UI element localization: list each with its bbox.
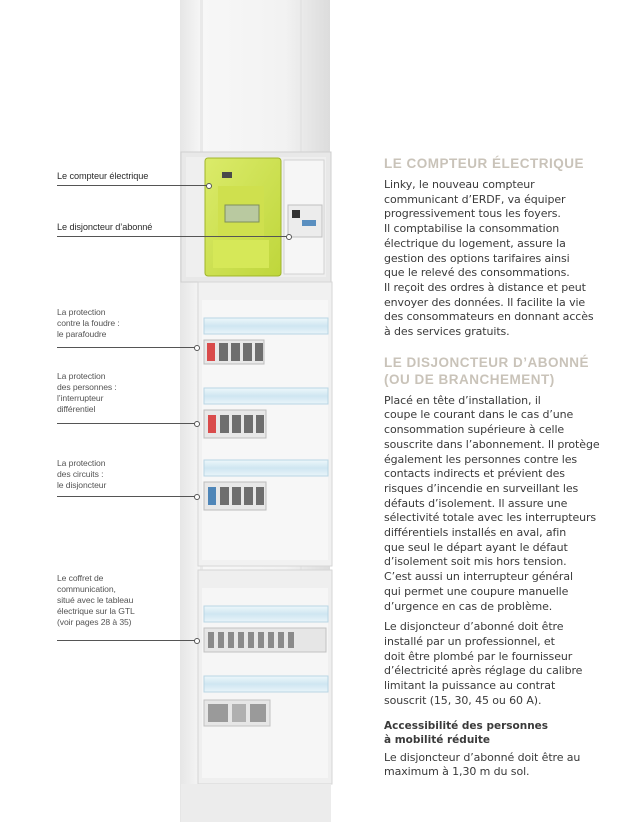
leader-line (57, 640, 197, 641)
leader-line (57, 236, 289, 237)
callout-comm-box: Le coffret de communication, situé avec le tableau électrique sur la GTL (voir pages 28 à 35) (57, 573, 135, 627)
section-heading-meter: LE COMPTEUR ÉLECTRIQUE (384, 156, 585, 171)
leader-line (57, 423, 197, 424)
callout-rcd: La protection des personnes : l’interrupteur différentiel (57, 371, 117, 414)
comm-modules-row-1 (204, 628, 326, 652)
article-text (384, 150, 616, 786)
leader-line (57, 347, 197, 348)
circuit-breaker (204, 482, 266, 510)
section-heading-breaker: LE DISJONCTEUR D’ABONNÉ (OU DE BRANCHEMENT) (384, 354, 590, 387)
subscriber-breaker (284, 160, 324, 274)
leader-line (57, 185, 209, 186)
leader-line (57, 496, 197, 497)
callout-meter: Le compteur électrique (57, 171, 149, 181)
callout-surge-protector: La protection contre la foudre : le parafoudre (57, 307, 120, 339)
breaker-paragraph-2: Le disjoncteur d’abonné doit être installé par un professionnel, et doit être plombé par le fournisseur d’électricité après réglage du calibre limitant la puissance au contrat souscrit (15, 30, 45 ou 60 A). (384, 620, 583, 707)
callout-subscriber-breaker: Le disjoncteur d’abonné (57, 222, 153, 232)
meter-paragraph: Linky, le nouveau compteur communicant d’ERDF, va équiper progressivement tous les foyers. Il comptabilise la consommation électrique du logement, assure la gestion des options tarifaires ainsi que le relevé des consommations. Il reçoit des ordres à distance et peut envoyer des données. Il facilite la vie des consommateurs en donnant accès à des services gratuits. (384, 178, 594, 339)
accessibility-paragraph: Le disjoncteur d’abonné doit être au maximum à 1,30 m du sol. (384, 750, 581, 779)
breaker-paragraph-1: Placé en tête d’installation, il coupe le courant dans le cas d’une consommation supérieure à celle souscrite dans l’abonnement. Il protège également les personnes contre les contacts indirects et prévient des risques d’incendie en surveillant les défauts d’isolement. Il assure une sélectivité totale avec les interrupteurs différentiels installés en aval, afin que seul le départ ayant le défaut d’isolement soit mis hors tension. C’est aussi un interrupteur général qui permet une coupure manuelle d’urgence en cas de problème. (384, 393, 600, 613)
accessibility-subheading: Accessibilité des personnes à mobilité réduite (384, 719, 549, 746)
callout-circuit-breaker: La protection des circuits : le disjoncteur (57, 458, 107, 490)
linky-meter (205, 158, 281, 276)
surge-protector (204, 340, 264, 364)
rcd-switch (204, 410, 266, 438)
comm-modules-row-2 (204, 700, 270, 726)
